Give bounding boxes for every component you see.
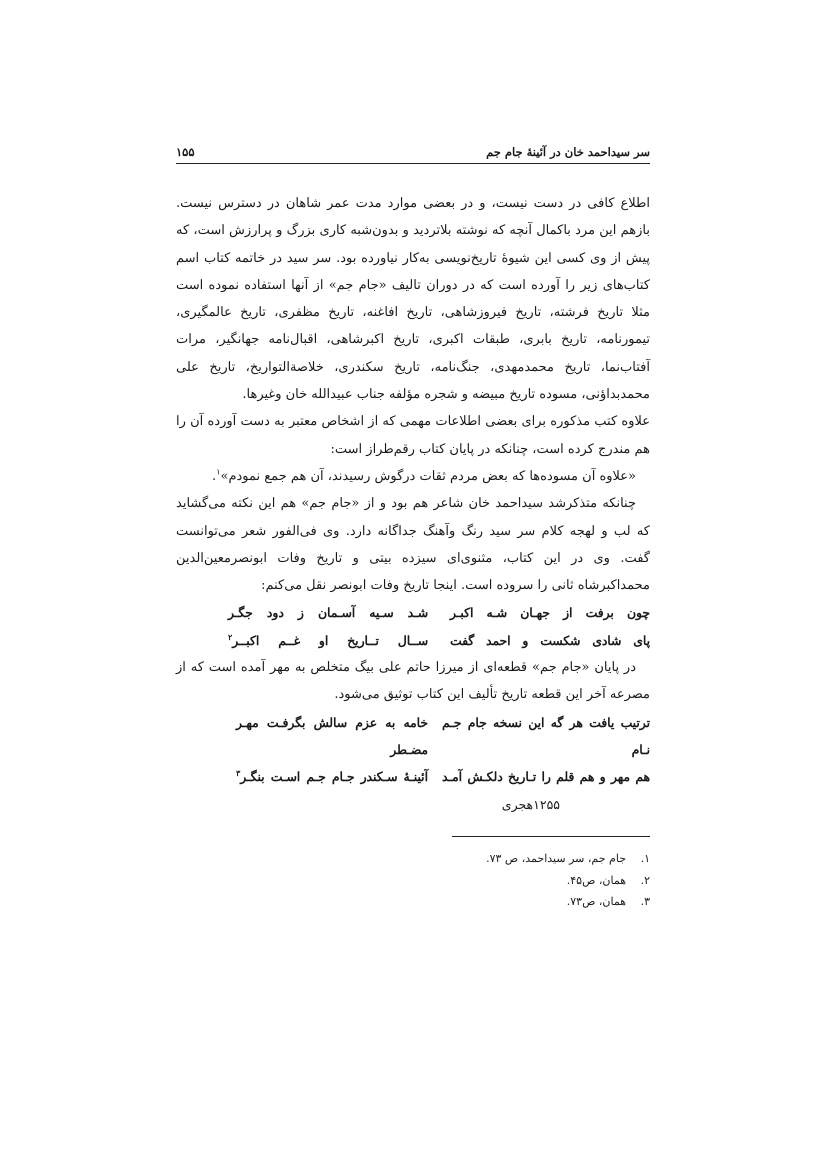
paragraph: اطلاع کافی در دست نیست، و در بعضی موارد مدت عمر شاهان در دسترس نیست. بازهم این مرد باکمال آنچه که نوشته بلاتردید و بدون‌شبه کاری بزرگ و پرارزش است، که پیش از وی کسی این شیوهٔ تاریخ‌نویسی به‌کار نیاورده بود. سر سید در خاتمه کتاب اسم کتاب‌های زیر را آورده است که در دوران تالیف «جام جم» از آنها استفاده نموده است مثلا تاریخ فرشته، تاریخ فیروزشاهی، تاریخ افاغنه، تاریخ مظفری، تاریخ عالمگیری، تیمورنامه، تاریخ بابری، طبقات اکبری، تاریخ اکبرشاهی، اقبال‌نامه جهانگیر، مرات آفتاب‌نما، تاریخ محمدمهدی، جنگ‌نامه، تاریخ سکندری، خلاصة‌التواریخ، تاریخ علی محمدبداؤنی، مسوده تاریخ مبیضه و شجره مؤلفه جناب عبیدالله خان وغیرها.: [176, 196, 650, 403]
footnote-number: ۲.: [640, 873, 650, 887]
hemistich-text: ســال تــاریخ او غــم اکبــر: [232, 632, 428, 648]
page-header: [176, 143, 650, 161]
paragraph: در پایان «جام جم» قطعه‌ای از میرزا حاتم علی بیگ متخلص به مهر آمده است که از مصرعه آخر این قطعه تاریخ تألیف این کتاب توثیق می‌شود.: [176, 660, 650, 703]
body-text: [176, 190, 650, 818]
date-line: ۱۲۵۵هجری: [501, 796, 560, 812]
paragraph: چنانکه متذکرشد سیداحمد خان شاعر هم بود و از «جام جم» هم این نکته می‌گشاید که لب و لهجه کلام سر سید رنگ وآهنگ جداگانه دارد. وی فی‌الفور شعر می‌توانست گفت. وی در این کتاب، مثنوی‌ای سیزده بیتی و تاریخ وفات ابونصرمعین‌الدین محمداکبرشاه ثانی را سروده است. اینجا تاریخ وفات ابونصر نقل می‌کنم:: [176, 496, 650, 594]
hemistich: هم مهر و هم قلم را تـاریخ دلکـش آمـد: [442, 769, 650, 785]
hemistich: [236, 763, 428, 790]
footnotes: [176, 848, 650, 913]
running-title: سر سیداحمد خان در آئینهٔ جام جم: [486, 145, 650, 159]
footnote-text: جام جم، سر سیداحمد، ص ۷۳.: [486, 852, 626, 865]
hemistich-text: آئینـهٔ سـکندر جـام جـم اسـت بنگـر: [240, 769, 428, 785]
footnote-rule: [452, 836, 650, 837]
footnote-text: همان، ص۴۵.: [566, 873, 626, 887]
verse-line: [176, 709, 650, 764]
hemistich: چون برفت از جهـان شـه اکبـر: [450, 605, 650, 621]
hemistich: شـد سـیه آسـمان ز دود جگـر: [228, 605, 428, 621]
footnote-ref: ۲: [228, 631, 233, 642]
header-rule: [176, 163, 650, 164]
footnote-ref: ۳: [236, 768, 241, 779]
hemistich: ترتیب یافت هر گه این نسخه جام جـم نـام: [442, 714, 650, 757]
footnote: [176, 848, 650, 870]
footnote-number: ۳.: [640, 895, 650, 908]
footnote-number: ۱.: [640, 852, 650, 865]
page-number: ۱۵۵: [176, 145, 195, 159]
paragraph: علاوه کتب مذکوره برای بعضی اطلاعات مهمی که از اشخاص معتبر به دست آورده آن را هم مندرج کرده است، چنانکه در پایان کتاب رقم‌طراز است:: [176, 414, 650, 457]
hemistich: خامه به عزم سالش بگرفـت مهـر مضـطر: [236, 714, 428, 757]
footnote: [176, 870, 650, 892]
verse-line: [176, 627, 650, 654]
verse-line: [176, 599, 650, 626]
verse-line: [176, 763, 650, 790]
quotation: «علاوه آن مسوده‌ها که بعض مردم ثقات درگوش رسیدند، آن هم جمع نمودم»$^۱$.: [212, 467, 636, 484]
hemistich: پای شادی شکست و احمد گفت: [450, 632, 650, 648]
footnote-ref: ۱: [216, 467, 221, 477]
hemistich: [228, 627, 428, 654]
footnote-text: همان، ص۷۳.: [566, 895, 626, 908]
footnote: [176, 891, 650, 913]
quotation-text: «علاوه آن مسوده‌ها که بعض مردم ثقات درگوش رسیدند، آن هم جمع نمودم»: [220, 468, 636, 484]
